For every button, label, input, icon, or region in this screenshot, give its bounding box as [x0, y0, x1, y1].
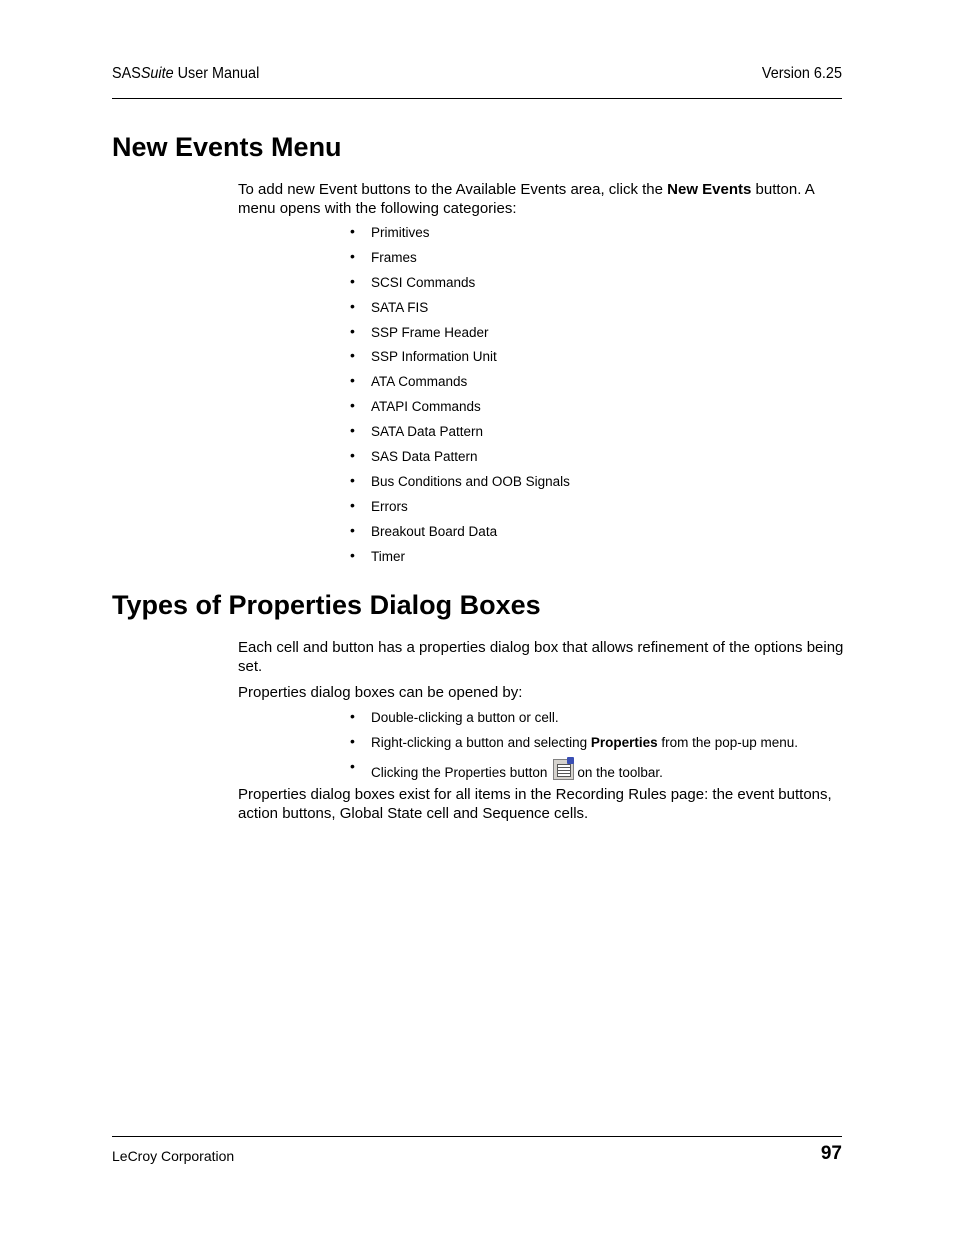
properties-paragraph: Each cell and button has a properties dialog box that allows refinement of the options being set.: [238, 639, 844, 675]
product-name-suffix: Suite: [140, 65, 174, 82]
properties-open-intro: Properties dialog boxes can be opened by:: [238, 684, 523, 701]
new-events-intro: [238, 180, 844, 218]
list-item: • SATA Data Pattern: [350, 423, 570, 448]
intro-text: To add new Event buttons to the Available Events area, click the: [238, 181, 668, 198]
list-item: • Timer: [350, 548, 570, 573]
list-item: • SAS Data Pattern: [350, 448, 570, 473]
properties-icon: [553, 759, 574, 780]
list-item-text: on the toolbar.: [577, 765, 663, 780]
intro-emphasis: New Events: [667, 181, 752, 198]
list-item: [350, 734, 798, 759]
list-item: • Primitives: [350, 224, 570, 249]
manual-label: User Manual: [173, 65, 260, 82]
open-methods-list: [350, 709, 798, 784]
list-item: • Bus Conditions and OOB Signals: [350, 473, 570, 498]
footer-rule: [112, 1136, 842, 1137]
list-item: • SSP Information Unit: [350, 348, 570, 373]
list-item: • ATA Commands: [350, 373, 570, 398]
footer-company: LeCroy Corporation: [112, 1148, 235, 1164]
properties-summary: Properties dialog boxes exist for all items in the Recording Rules page: the event buttons, action buttons, Global State cell and Sequence cells.: [238, 786, 832, 822]
event-category-list: [350, 224, 570, 572]
page-number: 97: [820, 1143, 842, 1164]
list-item: • SCSI Commands: [350, 274, 570, 299]
section-title-new-events: New Events Menu: [112, 132, 342, 162]
header-rule: [112, 98, 842, 99]
list-item-text: Clicking the Properties button: [371, 765, 548, 780]
list-item: • Breakout Board Data: [350, 523, 570, 548]
list-item-text: Double-clicking a button or cell.: [371, 710, 559, 725]
list-item: • Frames: [350, 249, 570, 274]
list-item-text: from the pop-up menu.: [657, 735, 798, 750]
intro-text-end: button. A menu opens with the following categories:: [238, 181, 814, 217]
list-item: [350, 709, 798, 734]
section-title-properties: Types of Properties Dialog Boxes: [112, 590, 541, 620]
list-item: • SATA FIS: [350, 299, 570, 324]
list-item-text: Right-clicking a button and selecting: [371, 735, 591, 750]
list-item: • SSP Frame Header: [350, 324, 570, 349]
running-header-title: [112, 65, 259, 83]
list-item-emphasis: Properties: [590, 735, 658, 750]
list-item: • Errors: [350, 498, 570, 523]
version-label: Version 6.25: [761, 65, 842, 82]
product-name-prefix: SAS: [112, 65, 141, 82]
list-item: [350, 759, 798, 784]
list-item: • ATAPI Commands: [350, 398, 570, 423]
